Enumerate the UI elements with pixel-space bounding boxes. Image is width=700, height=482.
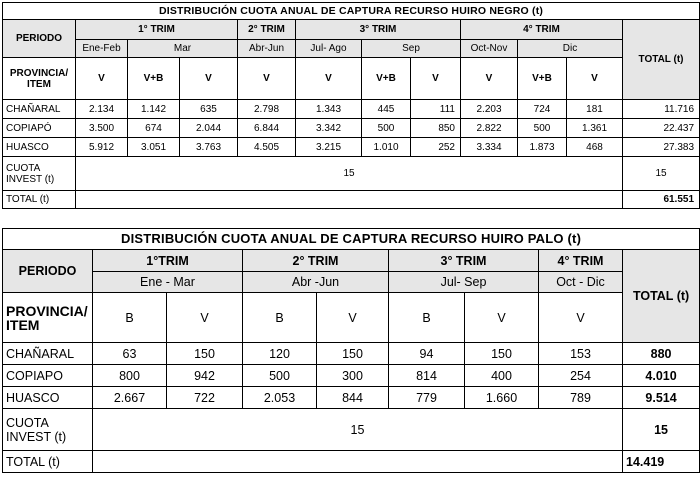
item-header: V+B bbox=[362, 58, 411, 100]
cuota-total: 15 bbox=[623, 157, 700, 191]
table-row bbox=[3, 387, 700, 409]
province-name: COPIAPO bbox=[3, 365, 93, 387]
table-title: DISTRIBUCIÓN CUOTA ANUAL DE CAPTURA RECURSO HUIRO PALO (t) bbox=[3, 229, 700, 250]
item-header: V bbox=[317, 293, 389, 343]
cuota-total: 15 bbox=[623, 409, 700, 451]
data-cell: 150 bbox=[167, 343, 243, 365]
trim-header: 4° TRIM bbox=[461, 20, 623, 40]
data-cell: 3.763 bbox=[180, 138, 238, 157]
data-cell: 2.044 bbox=[180, 119, 238, 138]
data-cell: 1.873 bbox=[518, 138, 567, 157]
cuota-label: CUOTA INVEST (t) bbox=[3, 157, 76, 191]
data-cell: 844 bbox=[317, 387, 389, 409]
month-header: Sep bbox=[362, 40, 461, 58]
data-cell: 181 bbox=[567, 100, 623, 119]
item-header: V bbox=[167, 293, 243, 343]
empty-cell bbox=[76, 191, 623, 209]
trim-header: 1° TRIM bbox=[76, 20, 238, 40]
provincia-header: PROVINCIA/ ITEM bbox=[3, 293, 93, 343]
huiro-palo-table bbox=[2, 228, 700, 473]
table-title: DISTRIBUCIÓN CUOTA ANUAL DE CAPTURA RECURSO HUIRO NEGRO (t) bbox=[3, 3, 700, 20]
data-cell: 500 bbox=[243, 365, 317, 387]
province-name: CHAÑARAL bbox=[3, 100, 76, 119]
data-cell: 2.203 bbox=[461, 100, 518, 119]
trim-header: 3° TRIM bbox=[296, 20, 461, 40]
province-name: HUASCO bbox=[3, 387, 93, 409]
total-header: TOTAL (t) bbox=[623, 250, 700, 343]
data-cell: 1.361 bbox=[567, 119, 623, 138]
data-cell: 445 bbox=[362, 100, 411, 119]
data-cell: 2.667 bbox=[93, 387, 167, 409]
data-cell: 111 bbox=[411, 100, 461, 119]
month-header: Abr-Jun bbox=[238, 40, 296, 58]
data-cell: 3.051 bbox=[128, 138, 180, 157]
cuota-row bbox=[3, 157, 700, 191]
item-header: V bbox=[461, 58, 518, 100]
month-header: Ene-Feb bbox=[76, 40, 128, 58]
data-cell: 3.215 bbox=[296, 138, 362, 157]
data-cell: 850 bbox=[411, 119, 461, 138]
data-cell: 5.912 bbox=[76, 138, 128, 157]
cuota-value: 15 bbox=[76, 157, 623, 191]
cuota-value: 15 bbox=[93, 409, 623, 451]
data-cell: 2.134 bbox=[76, 100, 128, 119]
data-cell: 635 bbox=[180, 100, 238, 119]
province-name: COPIAPÓ bbox=[3, 119, 76, 138]
total-header: TOTAL (t) bbox=[623, 20, 700, 100]
item-header: B bbox=[243, 293, 317, 343]
data-cell: 2.822 bbox=[461, 119, 518, 138]
grand-total-row bbox=[3, 191, 700, 209]
grand-total-label: TOTAL (t) bbox=[3, 191, 76, 209]
data-cell: 722 bbox=[167, 387, 243, 409]
data-cell: 500 bbox=[362, 119, 411, 138]
data-cell: 3.334 bbox=[461, 138, 518, 157]
month-header: Oct-Nov bbox=[461, 40, 518, 58]
provincia-header: PROVINCIA/ ITEM bbox=[3, 58, 76, 100]
item-header: B bbox=[93, 293, 167, 343]
table-row bbox=[3, 100, 700, 119]
item-header: B bbox=[389, 293, 465, 343]
data-cell: 63 bbox=[93, 343, 167, 365]
item-header: V bbox=[296, 58, 362, 100]
data-cell: 3.342 bbox=[296, 119, 362, 138]
row-total: 880 bbox=[623, 343, 700, 365]
item-header: V bbox=[539, 293, 623, 343]
data-cell: 1.343 bbox=[296, 100, 362, 119]
huiro-negro-table bbox=[2, 2, 700, 209]
data-cell: 942 bbox=[167, 365, 243, 387]
item-header: V bbox=[180, 58, 238, 100]
row-total: 22.437 bbox=[623, 119, 700, 138]
province-name: CHAÑARAL bbox=[3, 343, 93, 365]
trim-header: 4° TRIM bbox=[539, 250, 623, 272]
month-header: Mar bbox=[128, 40, 238, 58]
item-header: V bbox=[76, 58, 128, 100]
empty-cell bbox=[93, 451, 623, 473]
month-header: Jul- Sep bbox=[389, 272, 539, 293]
data-cell: 94 bbox=[389, 343, 465, 365]
data-cell: 2.053 bbox=[243, 387, 317, 409]
data-cell: 814 bbox=[389, 365, 465, 387]
row-total: 27.383 bbox=[623, 138, 700, 157]
periodo-header: PERIODO bbox=[3, 250, 93, 293]
month-header: Abr -Jun bbox=[243, 272, 389, 293]
grand-total-row bbox=[3, 451, 700, 473]
month-header: Ene - Mar bbox=[93, 272, 243, 293]
data-cell: 3.500 bbox=[76, 119, 128, 138]
periodo-header: PERIODO bbox=[3, 20, 76, 58]
data-cell: 400 bbox=[465, 365, 539, 387]
data-cell: 4.505 bbox=[238, 138, 296, 157]
cuota-row bbox=[3, 409, 700, 451]
data-cell: 300 bbox=[317, 365, 389, 387]
data-cell: 120 bbox=[243, 343, 317, 365]
data-cell: 150 bbox=[465, 343, 539, 365]
data-cell: 252 bbox=[411, 138, 461, 157]
item-header: V+B bbox=[518, 58, 567, 100]
province-name: HUASCO bbox=[3, 138, 76, 157]
table-row bbox=[3, 365, 700, 387]
data-cell: 800 bbox=[93, 365, 167, 387]
table-row bbox=[3, 119, 700, 138]
month-header: Jul- Ago bbox=[296, 40, 362, 58]
data-cell: 1.142 bbox=[128, 100, 180, 119]
table-row bbox=[3, 343, 700, 365]
data-cell: 153 bbox=[539, 343, 623, 365]
trim-header: 2° TRIM bbox=[243, 250, 389, 272]
row-total: 4.010 bbox=[623, 365, 700, 387]
row-total: 11.716 bbox=[623, 100, 700, 119]
data-cell: 1.010 bbox=[362, 138, 411, 157]
trim-header: 3° TRIM bbox=[389, 250, 539, 272]
trim-header: 2° TRIM bbox=[238, 20, 296, 40]
month-header: Dic bbox=[518, 40, 623, 58]
grand-total-label: TOTAL (t) bbox=[3, 451, 93, 473]
data-cell: 500 bbox=[518, 119, 567, 138]
data-cell: 1.660 bbox=[465, 387, 539, 409]
data-cell: 674 bbox=[128, 119, 180, 138]
data-cell: 724 bbox=[518, 100, 567, 119]
table-row bbox=[3, 138, 700, 157]
data-cell: 254 bbox=[539, 365, 623, 387]
month-header: Oct - Dic bbox=[539, 272, 623, 293]
data-cell: 468 bbox=[567, 138, 623, 157]
item-header: V bbox=[465, 293, 539, 343]
item-header: V bbox=[567, 58, 623, 100]
grand-total-value: 61.551 bbox=[623, 191, 700, 209]
data-cell: 150 bbox=[317, 343, 389, 365]
item-header: V+B bbox=[128, 58, 180, 100]
data-cell: 2.798 bbox=[238, 100, 296, 119]
trim-header: 1°TRIM bbox=[93, 250, 243, 272]
cuota-label: CUOTA INVEST (t) bbox=[3, 409, 93, 451]
data-cell: 789 bbox=[539, 387, 623, 409]
data-cell: 779 bbox=[389, 387, 465, 409]
item-header: V bbox=[238, 58, 296, 100]
grand-total-value: 14.419 bbox=[623, 451, 700, 473]
data-cell: 6.844 bbox=[238, 119, 296, 138]
item-header: V bbox=[411, 58, 461, 100]
row-total: 9.514 bbox=[623, 387, 700, 409]
